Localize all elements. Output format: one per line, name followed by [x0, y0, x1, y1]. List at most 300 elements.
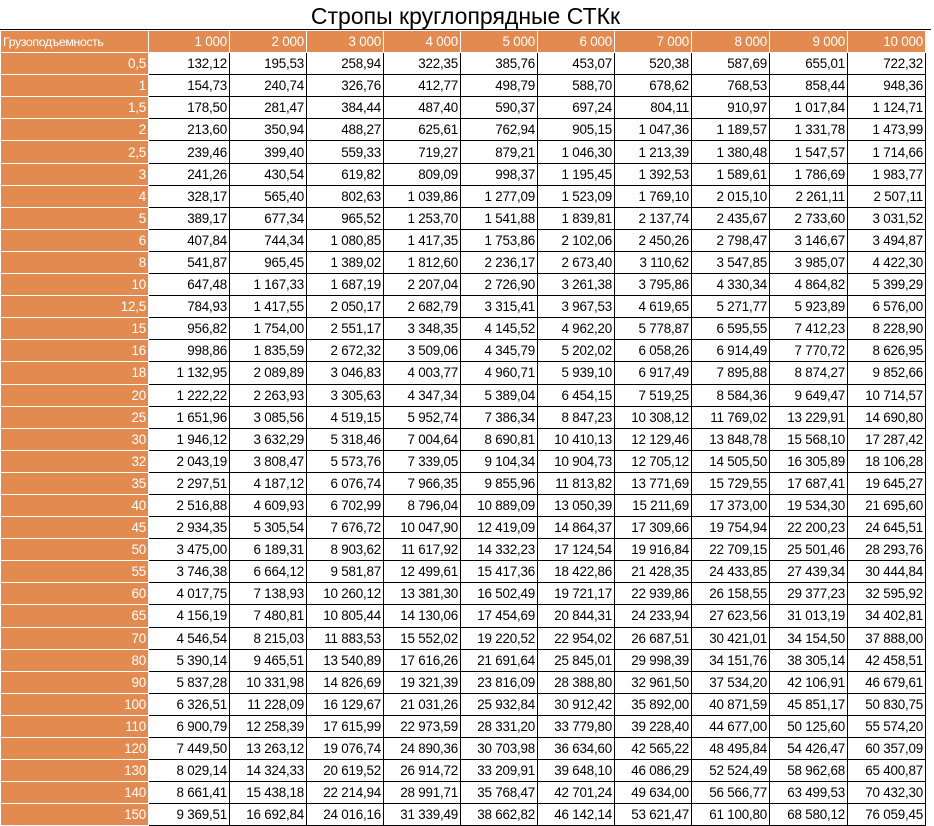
table-cell[interactable]: 17 287,42 — [848, 428, 926, 450]
table-cell[interactable]: 28 991,71 — [384, 782, 461, 804]
table-cell[interactable]: 2 435,67 — [692, 207, 770, 229]
table-cell[interactable]: 6 058,26 — [615, 340, 692, 362]
corner-header-cell[interactable]: Грузоподъемность — [1, 31, 149, 53]
table-cell[interactable]: 1 651,96 — [149, 406, 230, 428]
table-cell[interactable]: 809,09 — [384, 163, 461, 185]
table-cell[interactable]: 44 677,00 — [692, 715, 770, 737]
table-cell[interactable]: 11 769,02 — [692, 406, 770, 428]
table-cell[interactable]: 2 682,79 — [384, 296, 461, 318]
table-cell[interactable]: 14 332,23 — [461, 539, 538, 561]
row-header-cell[interactable]: 1,5 — [1, 97, 149, 119]
table-cell[interactable]: 588,70 — [538, 75, 615, 97]
table-cell[interactable]: 1 277,09 — [461, 185, 538, 207]
table-cell[interactable]: 20 844,31 — [538, 605, 615, 627]
table-cell[interactable]: 6 900,79 — [149, 715, 230, 737]
table-cell[interactable]: 587,69 — [692, 53, 770, 75]
table-cell[interactable]: 15 438,18 — [230, 782, 307, 804]
table-cell[interactable]: 2 050,17 — [307, 296, 384, 318]
row-header-cell[interactable]: 140 — [1, 782, 149, 804]
table-cell[interactable]: 5 952,74 — [384, 406, 461, 428]
table-cell[interactable]: 70 432,30 — [848, 782, 926, 804]
table-cell[interactable]: 412,77 — [384, 75, 461, 97]
table-cell[interactable]: 5 390,14 — [149, 649, 230, 671]
table-cell[interactable]: 4 960,71 — [461, 362, 538, 384]
table-cell[interactable]: 2 297,51 — [149, 472, 230, 494]
table-cell[interactable]: 350,94 — [230, 119, 307, 141]
table-cell[interactable]: 17 309,66 — [615, 517, 692, 539]
table-cell[interactable]: 7 770,72 — [770, 340, 848, 362]
row-header-cell[interactable]: 60 — [1, 583, 149, 605]
table-cell[interactable]: 132,12 — [149, 53, 230, 75]
table-cell[interactable]: 19 534,30 — [770, 494, 848, 516]
table-cell[interactable]: 28 293,76 — [848, 539, 926, 561]
row-header-cell[interactable]: 10 — [1, 274, 149, 296]
table-cell[interactable]: 328,17 — [149, 185, 230, 207]
table-cell[interactable]: 38 305,14 — [770, 649, 848, 671]
table-cell[interactable]: 27 623,56 — [692, 605, 770, 627]
table-cell[interactable]: 784,93 — [149, 296, 230, 318]
table-cell[interactable]: 24 433,85 — [692, 561, 770, 583]
row-header-cell[interactable]: 0,5 — [1, 53, 149, 75]
table-cell[interactable]: 12 705,12 — [615, 450, 692, 472]
row-header-cell[interactable]: 120 — [1, 738, 149, 760]
table-cell[interactable]: 3 085,56 — [230, 406, 307, 428]
row-header-cell[interactable]: 150 — [1, 804, 149, 826]
table-cell[interactable]: 55 574,20 — [848, 715, 926, 737]
table-cell[interactable]: 17 616,26 — [384, 649, 461, 671]
table-cell[interactable]: 8 584,36 — [692, 384, 770, 406]
table-cell[interactable]: 5 923,89 — [770, 296, 848, 318]
table-cell[interactable]: 46 086,29 — [615, 760, 692, 782]
table-cell[interactable]: 1 132,95 — [149, 362, 230, 384]
table-cell[interactable]: 14 130,06 — [384, 605, 461, 627]
table-cell[interactable]: 965,45 — [230, 251, 307, 273]
table-cell[interactable]: 17 454,69 — [461, 605, 538, 627]
table-cell[interactable]: 3 110,62 — [615, 251, 692, 273]
table-cell[interactable]: 26 158,55 — [692, 583, 770, 605]
table-cell[interactable]: 4 864,82 — [770, 274, 848, 296]
table-cell[interactable]: 7 519,25 — [615, 384, 692, 406]
table-cell[interactable]: 22 939,86 — [615, 583, 692, 605]
row-header-cell[interactable]: 2,5 — [1, 141, 149, 163]
row-header-cell[interactable]: 20 — [1, 384, 149, 406]
table-cell[interactable]: 18 422,86 — [538, 561, 615, 583]
row-header-cell[interactable]: 5 — [1, 207, 149, 229]
table-cell[interactable]: 1 523,09 — [538, 185, 615, 207]
table-cell[interactable]: 1 392,53 — [615, 163, 692, 185]
table-cell[interactable]: 1 769,10 — [615, 185, 692, 207]
table-cell[interactable]: 19 721,17 — [538, 583, 615, 605]
table-cell[interactable]: 42 458,51 — [848, 649, 926, 671]
table-cell[interactable]: 33 209,91 — [461, 760, 538, 782]
table-cell[interactable]: 10 260,12 — [307, 583, 384, 605]
table-cell[interactable]: 1 812,60 — [384, 251, 461, 273]
table-cell[interactable]: 40 871,59 — [692, 693, 770, 715]
table-cell[interactable]: 34 151,76 — [692, 649, 770, 671]
row-header-cell[interactable]: 50 — [1, 539, 149, 561]
table-cell[interactable]: 19 754,94 — [692, 517, 770, 539]
table-cell[interactable]: 63 499,53 — [770, 782, 848, 804]
table-cell[interactable]: 1 786,69 — [770, 163, 848, 185]
table-cell[interactable]: 1 380,48 — [692, 141, 770, 163]
table-cell[interactable]: 39 228,40 — [615, 715, 692, 737]
table-cell[interactable]: 15 552,02 — [384, 627, 461, 649]
table-cell[interactable]: 32 961,50 — [615, 671, 692, 693]
row-header-cell[interactable]: 70 — [1, 627, 149, 649]
column-header-cell[interactable]: 3 000 — [307, 31, 384, 53]
table-cell[interactable]: 3 305,63 — [307, 384, 384, 406]
table-cell[interactable]: 22 973,59 — [384, 715, 461, 737]
row-header-cell[interactable]: 3 — [1, 163, 149, 185]
table-cell[interactable]: 154,73 — [149, 75, 230, 97]
table-cell[interactable]: 8 903,62 — [307, 539, 384, 561]
table-cell[interactable]: 35 768,47 — [461, 782, 538, 804]
table-cell[interactable]: 4 519,15 — [307, 406, 384, 428]
row-header-cell[interactable]: 2 — [1, 119, 149, 141]
table-cell[interactable]: 14 324,33 — [230, 760, 307, 782]
table-cell[interactable]: 1 213,39 — [615, 141, 692, 163]
table-cell[interactable]: 11 617,92 — [384, 539, 461, 561]
table-cell[interactable]: 38 662,82 — [461, 804, 538, 826]
table-cell[interactable]: 384,44 — [307, 97, 384, 119]
table-cell[interactable]: 13 540,89 — [307, 649, 384, 671]
table-cell[interactable]: 25 932,84 — [461, 693, 538, 715]
table-cell[interactable]: 6 664,12 — [230, 561, 307, 583]
table-cell[interactable]: 5 399,29 — [848, 274, 926, 296]
table-cell[interactable]: 2 102,06 — [538, 229, 615, 251]
table-cell[interactable]: 5 318,46 — [307, 428, 384, 450]
table-cell[interactable]: 13 229,91 — [770, 406, 848, 428]
table-cell[interactable]: 6 702,99 — [307, 494, 384, 516]
table-cell[interactable]: 39 648,10 — [538, 760, 615, 782]
table-cell[interactable]: 13 771,69 — [615, 472, 692, 494]
row-header-cell[interactable]: 4 — [1, 185, 149, 207]
table-cell[interactable]: 488,27 — [307, 119, 384, 141]
table-cell[interactable]: 8 228,90 — [848, 318, 926, 340]
table-cell[interactable]: 22 200,23 — [770, 517, 848, 539]
table-cell[interactable]: 4 546,54 — [149, 627, 230, 649]
table-cell[interactable]: 9 369,51 — [149, 804, 230, 826]
table-cell[interactable]: 719,27 — [384, 141, 461, 163]
table-cell[interactable]: 17 615,99 — [307, 715, 384, 737]
column-header-cell[interactable]: 7 000 — [615, 31, 692, 53]
table-cell[interactable]: 1 753,86 — [461, 229, 538, 251]
table-cell[interactable]: 26 914,72 — [384, 760, 461, 782]
table-cell[interactable]: 258,94 — [307, 53, 384, 75]
table-cell[interactable]: 10 410,13 — [538, 428, 615, 450]
table-cell[interactable]: 697,24 — [538, 97, 615, 119]
table-cell[interactable]: 5 271,77 — [692, 296, 770, 318]
table-cell[interactable]: 7 895,88 — [692, 362, 770, 384]
table-cell[interactable]: 65 400,87 — [848, 760, 926, 782]
table-cell[interactable]: 22 214,94 — [307, 782, 384, 804]
table-cell[interactable]: 16 502,49 — [461, 583, 538, 605]
column-header-cell[interactable]: 9 000 — [770, 31, 848, 53]
table-cell[interactable]: 24 890,36 — [384, 738, 461, 760]
table-cell[interactable]: 21 031,26 — [384, 693, 461, 715]
table-cell[interactable]: 12 499,61 — [384, 561, 461, 583]
row-header-cell[interactable]: 32 — [1, 450, 149, 472]
table-cell[interactable]: 910,97 — [692, 97, 770, 119]
table-cell[interactable]: 3 146,67 — [770, 229, 848, 251]
table-cell[interactable]: 5 202,02 — [538, 340, 615, 362]
table-cell[interactable]: 53 621,47 — [615, 804, 692, 826]
table-cell[interactable]: 3 046,83 — [307, 362, 384, 384]
table-cell[interactable]: 4 619,65 — [615, 296, 692, 318]
table-cell[interactable]: 30 421,01 — [692, 627, 770, 649]
table-cell[interactable]: 178,50 — [149, 97, 230, 119]
table-cell[interactable]: 9 581,87 — [307, 561, 384, 583]
table-cell[interactable]: 1 541,88 — [461, 207, 538, 229]
table-cell[interactable]: 21 428,35 — [615, 561, 692, 583]
table-cell[interactable]: 48 495,84 — [692, 738, 770, 760]
table-cell[interactable]: 17 124,54 — [538, 539, 615, 561]
table-cell[interactable]: 1 253,70 — [384, 207, 461, 229]
table-cell[interactable]: 27 439,34 — [770, 561, 848, 583]
row-header-cell[interactable]: 35 — [1, 472, 149, 494]
table-cell[interactable]: 8 690,81 — [461, 428, 538, 450]
table-cell[interactable]: 54 426,47 — [770, 738, 848, 760]
table-cell[interactable]: 3 475,00 — [149, 539, 230, 561]
row-header-cell[interactable]: 40 — [1, 494, 149, 516]
table-cell[interactable]: 22 709,15 — [692, 539, 770, 561]
table-cell[interactable]: 3 348,35 — [384, 318, 461, 340]
row-header-cell[interactable]: 12,5 — [1, 296, 149, 318]
table-cell[interactable]: 385,76 — [461, 53, 538, 75]
table-cell[interactable]: 4 347,34 — [384, 384, 461, 406]
table-cell[interactable]: 7 449,50 — [149, 738, 230, 760]
table-cell[interactable]: 998,86 — [149, 340, 230, 362]
table-cell[interactable]: 10 904,73 — [538, 450, 615, 472]
table-cell[interactable]: 430,54 — [230, 163, 307, 185]
table-cell[interactable]: 2 089,89 — [230, 362, 307, 384]
table-cell[interactable]: 1 946,12 — [149, 428, 230, 450]
table-cell[interactable]: 7 412,23 — [770, 318, 848, 340]
table-cell[interactable]: 2 551,17 — [307, 318, 384, 340]
table-cell[interactable]: 4 156,19 — [149, 605, 230, 627]
row-header-cell[interactable]: 30 — [1, 428, 149, 450]
table-cell[interactable]: 14 690,80 — [848, 406, 926, 428]
table-cell[interactable]: 5 939,10 — [538, 362, 615, 384]
table-cell[interactable]: 12 258,39 — [230, 715, 307, 737]
table-cell[interactable]: 15 417,36 — [461, 561, 538, 583]
table-cell[interactable]: 8 847,23 — [538, 406, 615, 428]
table-cell[interactable]: 21 695,60 — [848, 494, 926, 516]
table-cell[interactable]: 8 874,27 — [770, 362, 848, 384]
table-cell[interactable]: 14 864,37 — [538, 517, 615, 539]
table-cell[interactable]: 9 852,66 — [848, 362, 926, 384]
table-cell[interactable]: 5 778,87 — [615, 318, 692, 340]
table-cell[interactable]: 19 220,52 — [461, 627, 538, 649]
table-cell[interactable]: 3 031,52 — [848, 207, 926, 229]
table-cell[interactable]: 6 595,55 — [692, 318, 770, 340]
table-cell[interactable]: 2 450,26 — [615, 229, 692, 251]
table-cell[interactable]: 565,40 — [230, 185, 307, 207]
table-cell[interactable]: 1 754,00 — [230, 318, 307, 340]
table-cell[interactable]: 802,63 — [307, 185, 384, 207]
table-cell[interactable]: 4 145,52 — [461, 318, 538, 340]
row-header-cell[interactable]: 15 — [1, 318, 149, 340]
table-cell[interactable]: 4 003,77 — [384, 362, 461, 384]
table-cell[interactable]: 1 714,66 — [848, 141, 926, 163]
table-cell[interactable]: 5 573,76 — [307, 450, 384, 472]
table-cell[interactable]: 1 687,19 — [307, 274, 384, 296]
table-cell[interactable]: 58 962,68 — [770, 760, 848, 782]
table-cell[interactable]: 34 402,81 — [848, 605, 926, 627]
table-cell[interactable]: 1 124,71 — [848, 97, 926, 119]
table-cell[interactable]: 16 129,67 — [307, 693, 384, 715]
table-cell[interactable]: 905,15 — [538, 119, 615, 141]
table-cell[interactable]: 10 889,09 — [461, 494, 538, 516]
table-cell[interactable]: 52 524,49 — [692, 760, 770, 782]
table-cell[interactable]: 4 017,75 — [149, 583, 230, 605]
table-cell[interactable]: 68 580,12 — [770, 804, 848, 826]
table-cell[interactable]: 7 966,35 — [384, 472, 461, 494]
row-header-cell[interactable]: 6 — [1, 229, 149, 251]
table-cell[interactable]: 25 501,46 — [770, 539, 848, 561]
table-cell[interactable]: 21 691,64 — [461, 649, 538, 671]
table-cell[interactable]: 42 565,22 — [615, 738, 692, 760]
table-cell[interactable]: 956,82 — [149, 318, 230, 340]
table-cell[interactable]: 4 962,20 — [538, 318, 615, 340]
table-cell[interactable]: 10 714,57 — [848, 384, 926, 406]
row-header-cell[interactable]: 16 — [1, 340, 149, 362]
table-cell[interactable]: 998,37 — [461, 163, 538, 185]
table-cell[interactable]: 7 386,34 — [461, 406, 538, 428]
table-cell[interactable]: 647,48 — [149, 274, 230, 296]
table-cell[interactable]: 23 816,09 — [461, 671, 538, 693]
table-cell[interactable]: 326,76 — [307, 75, 384, 97]
table-cell[interactable]: 3 494,87 — [848, 229, 926, 251]
table-cell[interactable]: 2 798,47 — [692, 229, 770, 251]
table-cell[interactable]: 1 080,85 — [307, 229, 384, 251]
table-cell[interactable]: 24 645,51 — [848, 517, 926, 539]
table-cell[interactable]: 3 808,47 — [230, 450, 307, 472]
table-cell[interactable]: 42 106,91 — [770, 671, 848, 693]
row-header-cell[interactable]: 1 — [1, 75, 149, 97]
column-header-cell[interactable]: 5 000 — [461, 31, 538, 53]
row-header-cell[interactable]: 90 — [1, 671, 149, 693]
table-cell[interactable]: 948,36 — [848, 75, 926, 97]
table-cell[interactable]: 281,47 — [230, 97, 307, 119]
table-cell[interactable]: 26 687,51 — [615, 627, 692, 649]
table-cell[interactable]: 2 043,19 — [149, 450, 230, 472]
column-header-cell[interactable]: 8 000 — [692, 31, 770, 53]
table-cell[interactable]: 1 046,30 — [538, 141, 615, 163]
column-header-cell[interactable]: 10 000 — [848, 31, 926, 53]
table-cell[interactable]: 31 339,49 — [384, 804, 461, 826]
table-cell[interactable]: 3 547,85 — [692, 251, 770, 273]
table-cell[interactable]: 9 855,96 — [461, 472, 538, 494]
table-cell[interactable]: 14 826,69 — [307, 671, 384, 693]
table-cell[interactable]: 5 305,54 — [230, 517, 307, 539]
table-cell[interactable]: 8 796,04 — [384, 494, 461, 516]
table-cell[interactable]: 3 632,29 — [230, 428, 307, 450]
table-cell[interactable]: 19 076,74 — [307, 738, 384, 760]
table-cell[interactable]: 2 015,10 — [692, 185, 770, 207]
table-cell[interactable]: 36 634,60 — [538, 738, 615, 760]
table-cell[interactable]: 1 047,36 — [615, 119, 692, 141]
table-cell[interactable]: 10 047,90 — [384, 517, 461, 539]
table-cell[interactable]: 2 733,60 — [770, 207, 848, 229]
table-cell[interactable]: 8 029,14 — [149, 760, 230, 782]
table-cell[interactable]: 1 189,57 — [692, 119, 770, 141]
table-cell[interactable]: 49 634,00 — [615, 782, 692, 804]
table-cell[interactable]: 768,53 — [692, 75, 770, 97]
table-cell[interactable]: 30 444,84 — [848, 561, 926, 583]
column-header-cell[interactable]: 2 000 — [230, 31, 307, 53]
table-cell[interactable]: 2 261,11 — [770, 185, 848, 207]
table-cell[interactable]: 56 566,77 — [692, 782, 770, 804]
table-cell[interactable]: 2 507,11 — [848, 185, 926, 207]
table-cell[interactable]: 37 534,20 — [692, 671, 770, 693]
table-cell[interactable]: 6 326,51 — [149, 693, 230, 715]
table-cell[interactable]: 2 236,17 — [461, 251, 538, 273]
table-cell[interactable]: 7 676,72 — [307, 517, 384, 539]
table-cell[interactable]: 858,44 — [770, 75, 848, 97]
table-cell[interactable]: 2 934,35 — [149, 517, 230, 539]
table-cell[interactable]: 4 345,79 — [461, 340, 538, 362]
table-cell[interactable]: 30 703,98 — [461, 738, 538, 760]
row-header-cell[interactable]: 25 — [1, 406, 149, 428]
table-cell[interactable]: 76 059,45 — [848, 804, 926, 826]
table-cell[interactable]: 6 576,00 — [848, 296, 926, 318]
table-cell[interactable]: 1 839,81 — [538, 207, 615, 229]
table-cell[interactable]: 17 373,00 — [692, 494, 770, 516]
table-cell[interactable]: 37 888,00 — [848, 627, 926, 649]
table-cell[interactable]: 25 845,01 — [538, 649, 615, 671]
table-cell[interactable]: 7 480,81 — [230, 605, 307, 627]
table-cell[interactable]: 1 473,99 — [848, 119, 926, 141]
table-cell[interactable]: 19 321,39 — [384, 671, 461, 693]
table-cell[interactable]: 15 729,55 — [692, 472, 770, 494]
table-cell[interactable]: 11 228,09 — [230, 693, 307, 715]
table-cell[interactable]: 13 848,78 — [692, 428, 770, 450]
table-cell[interactable]: 28 331,20 — [461, 715, 538, 737]
table-cell[interactable]: 46 679,61 — [848, 671, 926, 693]
row-header-cell[interactable]: 18 — [1, 362, 149, 384]
table-cell[interactable]: 5 837,28 — [149, 671, 230, 693]
table-cell[interactable]: 389,17 — [149, 207, 230, 229]
table-cell[interactable]: 4 187,12 — [230, 472, 307, 494]
table-cell[interactable]: 3 985,07 — [770, 251, 848, 273]
table-cell[interactable]: 13 263,12 — [230, 738, 307, 760]
table-cell[interactable]: 879,21 — [461, 141, 538, 163]
table-cell[interactable]: 5 389,04 — [461, 384, 538, 406]
table-cell[interactable]: 6 917,49 — [615, 362, 692, 384]
table-cell[interactable]: 407,84 — [149, 229, 230, 251]
row-header-cell[interactable]: 45 — [1, 517, 149, 539]
table-cell[interactable]: 487,40 — [384, 97, 461, 119]
table-cell[interactable]: 32 595,92 — [848, 583, 926, 605]
table-cell[interactable]: 11 883,53 — [307, 627, 384, 649]
table-cell[interactable]: 241,26 — [149, 163, 230, 185]
table-cell[interactable]: 60 357,09 — [848, 738, 926, 760]
table-cell[interactable]: 2 207,04 — [384, 274, 461, 296]
table-cell[interactable]: 16 305,89 — [770, 450, 848, 472]
row-header-cell[interactable]: 8 — [1, 251, 149, 273]
row-header-cell[interactable]: 100 — [1, 693, 149, 715]
table-cell[interactable]: 8 661,41 — [149, 782, 230, 804]
table-cell[interactable]: 24 233,94 — [615, 605, 692, 627]
table-cell[interactable]: 19 645,27 — [848, 472, 926, 494]
table-cell[interactable]: 19 916,84 — [615, 539, 692, 561]
table-cell[interactable]: 9 649,47 — [770, 384, 848, 406]
table-cell[interactable]: 744,34 — [230, 229, 307, 251]
table-cell[interactable]: 590,37 — [461, 97, 538, 119]
table-cell[interactable]: 762,94 — [461, 119, 538, 141]
table-cell[interactable]: 453,07 — [538, 53, 615, 75]
